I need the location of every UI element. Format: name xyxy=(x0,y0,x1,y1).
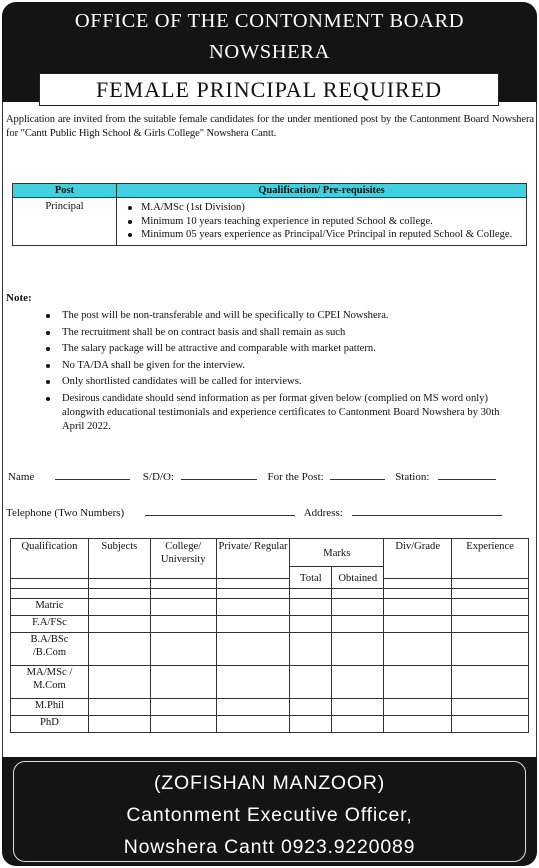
table-cell[interactable] xyxy=(216,599,290,616)
table-cell[interactable] xyxy=(216,633,290,666)
post-table-row xyxy=(13,198,527,246)
post-name: Principal xyxy=(13,198,117,246)
table-cell[interactable] xyxy=(452,589,529,599)
table-cell[interactable] xyxy=(150,616,216,633)
table-cell[interactable] xyxy=(88,699,150,716)
qualification-level: M.Phil xyxy=(11,699,89,716)
table-cell[interactable] xyxy=(452,666,529,699)
table-cell[interactable] xyxy=(88,589,150,599)
table-cell[interactable] xyxy=(332,699,384,716)
post-table-header xyxy=(13,184,527,198)
table-row xyxy=(11,666,529,699)
applicant-details-row xyxy=(8,470,534,483)
table-row xyxy=(11,599,529,616)
college-col-header: College/ University xyxy=(150,539,216,579)
qualification-item: M.A/MSc (1st Division) xyxy=(141,201,520,215)
table-cell[interactable] xyxy=(290,716,332,733)
note-list xyxy=(62,309,508,437)
office-title: OFFICE OF THE CONTONMENT BOARD xyxy=(74,10,465,32)
table-cell[interactable] xyxy=(452,633,529,666)
qualification-level: MA/MSc / M.Com xyxy=(11,666,89,699)
table-cell[interactable] xyxy=(88,579,150,589)
table-cell[interactable] xyxy=(216,699,290,716)
table-cell[interactable] xyxy=(384,716,452,733)
table-cell[interactable] xyxy=(11,589,89,599)
table-cell[interactable] xyxy=(332,616,384,633)
qualification-level: PhD xyxy=(11,716,89,733)
intro-paragraph: Application are invited from the suitable female candidates for the under mentioned post by the Cantonment Board Nowshera for "Cantt Public High School & Girls College" Nowshera Cantt. xyxy=(6,114,534,140)
table-cell[interactable] xyxy=(452,599,529,616)
address-label: Address: xyxy=(303,507,343,519)
table-cell[interactable] xyxy=(150,633,216,666)
qualification-level: F.A/FSc xyxy=(11,616,89,633)
name-label: Name xyxy=(8,471,35,483)
sdo-label: S/D/O: xyxy=(142,471,174,483)
qualification-col-header: Qualification xyxy=(11,539,89,579)
table-cell[interactable] xyxy=(384,589,452,599)
qualification-level: Matric xyxy=(11,599,89,616)
table-cell[interactable] xyxy=(290,589,332,599)
table-cell[interactable] xyxy=(150,666,216,699)
table-cell[interactable] xyxy=(384,633,452,666)
note-title: Note: xyxy=(6,292,32,304)
qualification-list xyxy=(141,201,520,242)
table-cell[interactable] xyxy=(452,616,529,633)
table-cell[interactable] xyxy=(290,616,332,633)
telephone-blank[interactable] xyxy=(145,506,295,516)
table-cell[interactable] xyxy=(216,589,290,599)
table-cell[interactable] xyxy=(150,579,216,589)
note-item: The salary package will be attractive and comparable with market pattern. xyxy=(62,342,508,356)
table-cell[interactable] xyxy=(150,589,216,599)
table-cell[interactable] xyxy=(452,579,529,589)
post-table xyxy=(12,183,527,246)
table-cell[interactable] xyxy=(332,716,384,733)
signature-footer xyxy=(2,757,537,866)
signature-frame xyxy=(13,761,526,862)
table-row xyxy=(11,699,529,716)
table-cell[interactable] xyxy=(290,699,332,716)
private-col-header: Private/ Regular xyxy=(216,539,290,579)
table-cell[interactable] xyxy=(384,616,452,633)
note-item: No TA/DA shall be given for the interview. xyxy=(62,359,508,373)
for-post-label: For the Post: xyxy=(267,471,324,483)
name-blank[interactable] xyxy=(55,470,130,480)
subjects-col-header: Subjects xyxy=(88,539,150,579)
qualification-record-table xyxy=(10,538,529,733)
experience-col-header: Experience xyxy=(452,539,529,579)
table-cell[interactable] xyxy=(150,599,216,616)
table-cell[interactable] xyxy=(384,666,452,699)
qualification-item: Minimum 05 years experience as Principal/Vice Principal in reputed School & College. xyxy=(141,228,520,242)
table-cell[interactable] xyxy=(216,716,290,733)
post-header: Post xyxy=(13,184,117,198)
table-cell[interactable] xyxy=(332,633,384,666)
table-cell[interactable] xyxy=(216,616,290,633)
table-cell[interactable] xyxy=(332,666,384,699)
table-cell[interactable] xyxy=(88,666,150,699)
qualification-cell xyxy=(117,198,527,246)
table-spacer-row xyxy=(11,589,529,599)
table-cell[interactable] xyxy=(452,699,529,716)
qualification-level: B.A/BSc /B.Com xyxy=(11,633,89,666)
table-cell[interactable] xyxy=(332,589,384,599)
table-cell[interactable] xyxy=(290,666,332,699)
table-cell[interactable] xyxy=(88,616,150,633)
station-blank[interactable] xyxy=(438,470,496,480)
table-cell[interactable] xyxy=(11,579,89,589)
marks-col-header: Marks xyxy=(290,539,384,567)
station-label: Station: xyxy=(395,471,430,483)
table-cell[interactable] xyxy=(384,599,452,616)
table-header-row xyxy=(11,539,529,567)
obtained-col-header: Obtained xyxy=(332,567,384,589)
contact-details-row xyxy=(6,506,534,519)
table-cell[interactable] xyxy=(384,579,452,589)
officer-designation: Cantonment Executive Officer, xyxy=(126,804,413,826)
office-location: NOWSHERA xyxy=(209,41,330,63)
table-cell[interactable] xyxy=(216,579,290,589)
contact-info: Nowshera Cantt 0923.9220089 xyxy=(123,836,416,858)
table-cell[interactable] xyxy=(290,599,332,616)
note-item: Only shortlisted candidates will be called for interviews. xyxy=(62,375,508,389)
post-banner: FEMALE PRINCIPAL REQUIRED xyxy=(39,73,499,106)
table-cell[interactable] xyxy=(150,699,216,716)
note-item: Desirous candidate should send information as per format given below (complied on MS word only) alongwith educational testimonials and experience certificates to Cantonment Board Nowshera by 30th April 2022. xyxy=(62,392,508,434)
qualification-item: Minimum 10 years teaching experience in reputed School & college. xyxy=(141,215,520,229)
sdo-blank[interactable] xyxy=(181,470,257,480)
note-item: The post will be non-transferable and will be specifically to CPEI Nowshera. xyxy=(62,309,508,323)
for-post-blank[interactable] xyxy=(330,470,385,480)
table-row xyxy=(11,716,529,733)
officer-name: (ZOFISHAN MANZOOR) xyxy=(153,772,386,794)
telephone-label: Telephone (Two Numbers) xyxy=(6,507,125,519)
table-cell[interactable] xyxy=(332,599,384,616)
table-row xyxy=(11,616,529,633)
table-cell[interactable] xyxy=(88,716,150,733)
table-spacer-row xyxy=(11,579,529,589)
total-col-header: Total xyxy=(290,567,332,589)
table-cell[interactable] xyxy=(290,633,332,666)
table-cell[interactable] xyxy=(150,716,216,733)
note-item: The recruitment shall be on contract basis and shall remain as such xyxy=(62,326,508,340)
table-cell[interactable] xyxy=(384,699,452,716)
table-cell[interactable] xyxy=(452,716,529,733)
table-row xyxy=(11,633,529,666)
qualification-header: Qualification/ Pre-requisites xyxy=(117,184,527,198)
div-grade-col-header: Div/Grade xyxy=(384,539,452,579)
table-cell[interactable] xyxy=(88,599,150,616)
table-cell[interactable] xyxy=(216,666,290,699)
address-blank[interactable] xyxy=(352,506,502,516)
table-cell[interactable] xyxy=(88,633,150,666)
